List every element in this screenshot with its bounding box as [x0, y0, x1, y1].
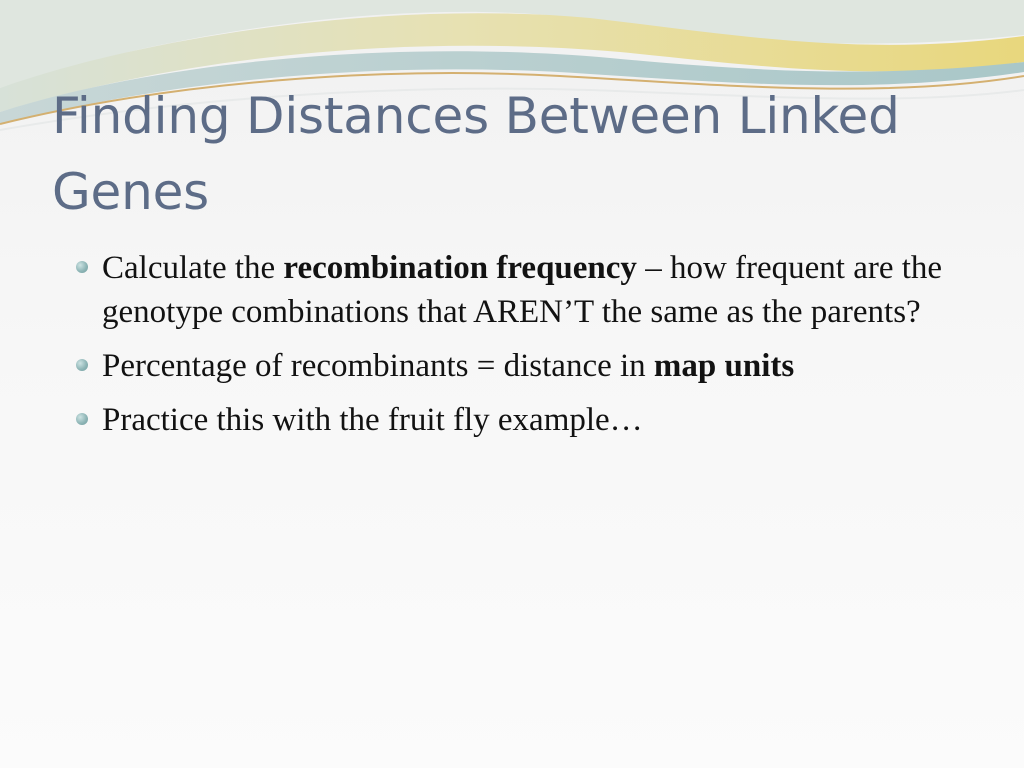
bullet-list — [76, 246, 976, 452]
bullet-item-map-units — [76, 344, 976, 388]
round-bullet-icon — [76, 359, 88, 371]
bullet-text-before: Calculate the — [102, 250, 284, 286]
bullet-bold-term: recombination frequency — [283, 250, 637, 286]
bullet-item-fruit-fly-example — [76, 398, 976, 442]
slide-title: Finding Distances Between Linked Genes — [52, 87, 900, 221]
round-bullet-icon — [76, 413, 88, 425]
bullet-text-after: – how frequent are the genotype combinations that AREN’T the same as the parents? — [102, 250, 943, 330]
bullet-bold-term: map units — [653, 348, 795, 384]
bullet-text-before: Practice this with the fruit fly example… — [102, 402, 643, 438]
bullet-item-recombination-frequency — [76, 246, 976, 334]
bullet-text-before: Percentage of recombinants = distance in — [102, 348, 654, 384]
round-bullet-icon — [76, 261, 88, 273]
